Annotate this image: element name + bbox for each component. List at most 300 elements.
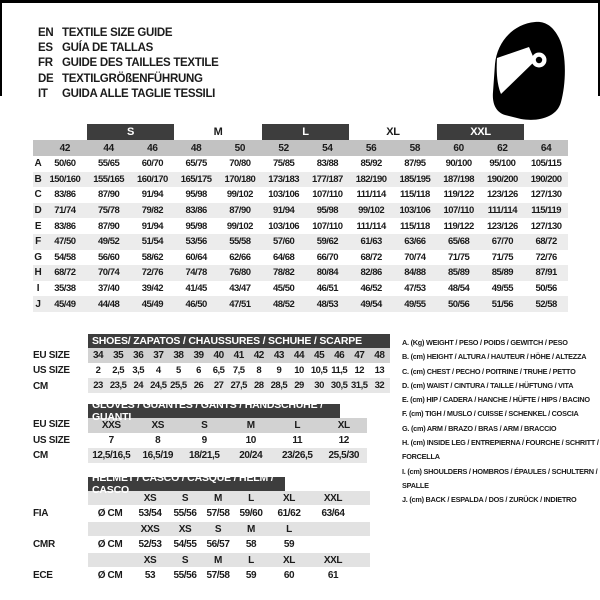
gloves-title: GLOVES / GUANTES / GANTS / HANDSCHUHE / GUANTI — [92, 399, 323, 423]
size-group-row — [33, 124, 568, 140]
size-group-label — [87, 124, 175, 140]
shoes-us-row — [88, 363, 390, 378]
size-table-row — [33, 218, 568, 234]
helmet-size-value: 59 — [245, 570, 257, 581]
measure-letter: E — [34, 220, 42, 232]
size-table-body — [33, 156, 568, 312]
shoes-eu-row — [88, 348, 390, 363]
size-value: 74/78 — [185, 267, 207, 279]
size-value: 44/48 — [97, 298, 120, 310]
helmet-ece-sizes-row — [88, 553, 370, 567]
size-value: 87/95 — [404, 158, 426, 170]
language-code: EN — [38, 26, 54, 39]
shoes-us-value: 4 — [155, 365, 161, 376]
size-value: 49/52 — [97, 236, 120, 248]
gloves-cm-value: 25,5/30 — [328, 450, 360, 461]
size-value: 70/80 — [229, 158, 251, 170]
measure-letter: C — [34, 189, 42, 201]
gloves-title-bar — [88, 399, 340, 423]
size-value: 83/86 — [54, 220, 76, 232]
size-value: 72/76 — [141, 267, 164, 279]
helmet-size-value: 53/54 — [138, 508, 162, 519]
shoes-eu-value: 47 — [354, 350, 365, 361]
size-value: 65/68 — [447, 236, 470, 248]
shoes-cm-value: 29 — [294, 380, 304, 391]
gloves-size-table — [88, 399, 367, 463]
helmet-size-table — [88, 472, 370, 584]
size-value: 53/56 — [185, 236, 207, 248]
size-number: 60 — [453, 142, 464, 154]
ece-standard-label: ECE — [33, 570, 53, 581]
measure-letter: F — [35, 236, 41, 248]
gloves-eu-value: S — [201, 420, 208, 431]
shoes-cm-value: 28 — [254, 380, 264, 391]
helmet-size-value: 55/56 — [173, 508, 197, 519]
gloves-cm-value: 12,5/16,5 — [92, 450, 131, 461]
size-value: 39/42 — [141, 283, 164, 295]
size-value: 68/72 — [360, 251, 382, 263]
shoes-us-value: 12 — [354, 365, 365, 376]
size-value: 47/51 — [229, 298, 251, 310]
shoes-us-value: 9 — [276, 365, 282, 376]
size-value: 60/70 — [141, 158, 164, 170]
helmet-size-value: 57/58 — [206, 570, 230, 581]
size-value: 111/114 — [356, 220, 386, 232]
gloves-cm-label: CM — [33, 450, 48, 461]
size-value: 76/80 — [229, 267, 251, 279]
size-value: 107/110 — [443, 205, 474, 217]
size-group-label — [349, 124, 437, 140]
size-value: 95/98 — [316, 205, 339, 217]
gloves-eu-value: XS — [151, 420, 165, 431]
measure-letter: H — [34, 267, 42, 279]
size-value: 49/54 — [360, 298, 382, 310]
helmet-size-label: XXL — [323, 492, 343, 504]
size-value: 60/64 — [185, 251, 207, 263]
legend-item: B. (cm) HEIGHT / ALTURA / HAUTEUR / HÖHE / ALTEZZA — [402, 352, 587, 362]
shoes-cm-value: 28,5 — [270, 380, 288, 391]
textile-size-table — [33, 124, 568, 312]
size-value: 46/50 — [185, 298, 207, 310]
shoes-cm-row — [88, 378, 390, 393]
size-value: 45/49 — [54, 298, 76, 310]
diameter-cm-label: Ø CM — [97, 570, 123, 581]
measure-letter: A — [34, 158, 42, 170]
helmet-fia-values-row — [88, 505, 370, 522]
shoes-us-value: 6,5 — [212, 365, 225, 376]
measure-letter: D — [34, 205, 42, 217]
size-value: 51/54 — [141, 236, 164, 248]
gloves-us-value: 7 — [108, 435, 114, 446]
size-table-row — [33, 234, 568, 250]
size-value: 49/55 — [491, 283, 514, 295]
size-value: 68/72 — [535, 236, 557, 248]
size-value: 46/51 — [316, 283, 339, 295]
legend-item: F. (cm) TIGH / MUSLO / CUISSE / SCHENKEL / COSCIA — [402, 409, 579, 419]
size-value: 50/60 — [54, 158, 76, 170]
size-value: 103/106 — [399, 205, 431, 217]
size-number: 42 — [59, 142, 71, 154]
shoes-eu-value: 37 — [153, 350, 164, 361]
size-value: 35/38 — [54, 283, 76, 295]
size-value: 78/82 — [272, 267, 295, 279]
shoes-cm-value: 23 — [93, 380, 103, 391]
size-value: 85/89 — [491, 267, 514, 279]
size-value: 45/50 — [272, 283, 295, 295]
size-value: 91/94 — [272, 205, 295, 217]
size-value: 59/62 — [316, 236, 339, 248]
full-face-helmet-icon — [487, 20, 569, 120]
size-group-text: XXL — [470, 126, 491, 138]
helmet-size-label: XXS — [140, 523, 160, 535]
size-value: 95/100 — [489, 158, 516, 170]
measure-letter: I — [36, 283, 40, 295]
gloves-cm-value: 23/26,5 — [281, 450, 313, 461]
language-code: IT — [38, 88, 48, 101]
size-value: 71/75 — [447, 251, 470, 263]
size-value: 72/76 — [535, 251, 557, 263]
size-value: 48/53 — [316, 298, 339, 310]
helmet-size-label: XL — [283, 492, 295, 504]
legend-item: E. (cm) HIP / CADERA / HANCHE / HÜFTE / HIPS / BACINO — [402, 395, 590, 405]
size-value: 170/180 — [224, 173, 256, 185]
gloves-eu-value: M — [246, 420, 255, 431]
shoes-eu-value: 42 — [253, 350, 264, 361]
helmet-size-label: XS — [143, 492, 157, 504]
size-number: 54 — [322, 142, 333, 154]
size-table-row — [33, 187, 568, 203]
size-value: 99/102 — [226, 189, 253, 201]
size-value: 54/58 — [54, 251, 76, 263]
size-value: 177/187 — [311, 173, 343, 185]
guide-title: GUÍA DE TALLAS — [62, 42, 153, 55]
shoes-eu-value: 46 — [334, 350, 345, 361]
size-value: 47/50 — [54, 236, 76, 248]
helmet-size-label: S — [214, 523, 222, 535]
size-value: 55/58 — [229, 236, 251, 248]
size-value: 85/89 — [447, 267, 470, 279]
size-value: 47/53 — [404, 283, 426, 295]
language-title-row — [38, 87, 219, 102]
shoes-cm-value: 24,5 — [150, 380, 167, 391]
size-value: 115/119 — [531, 205, 562, 217]
gloves-cm-value: 20/24 — [239, 450, 263, 461]
size-value: 119/122 — [443, 220, 474, 232]
shoes-eu-value: 39 — [193, 350, 204, 361]
helmet-size-label: M — [214, 554, 222, 566]
size-value: 111/114 — [487, 205, 518, 217]
size-value: 55/65 — [97, 158, 120, 170]
size-value: 107/110 — [312, 189, 343, 201]
helmet-size-value: 55/56 — [173, 570, 197, 581]
helmet-size-label: L — [248, 554, 254, 566]
size-table-row — [33, 281, 568, 297]
helmet-size-value: 58 — [245, 539, 257, 550]
shoes-eu-size-label: EU SIZE — [33, 350, 70, 361]
size-value: 64/68 — [272, 251, 295, 263]
shoes-us-value: 2,5 — [112, 365, 124, 376]
size-value: 91/94 — [141, 189, 164, 201]
size-value: 165/175 — [180, 173, 212, 185]
size-value: 83/86 — [54, 189, 76, 201]
measure-letter: J — [35, 298, 41, 310]
helmet-size-label: S — [181, 554, 189, 566]
shoes-us-value: 13 — [374, 365, 385, 376]
size-value: 99/102 — [226, 220, 253, 232]
size-number: 56 — [365, 142, 377, 154]
measure-letter: G — [34, 251, 42, 263]
gloves-us-value: 9 — [201, 435, 207, 446]
size-value: 51/56 — [491, 298, 514, 310]
size-value: 123/126 — [486, 189, 518, 201]
diameter-cm-label: Ø CM — [97, 539, 123, 550]
shoes-us-value: 3,5 — [132, 365, 145, 376]
helmet-size-value: 61 — [327, 570, 339, 581]
helmet-cmr-sizes-row — [88, 522, 370, 536]
legend-item: I. (cm) SHOULDERS / HOMBROS / ÉPAULES / SCHULTERN / SPALLE — [402, 466, 598, 490]
size-value: 70/74 — [404, 251, 426, 263]
size-value: 111/114 — [356, 189, 386, 201]
size-value: 127/130 — [530, 220, 562, 232]
size-value: 123/126 — [486, 220, 518, 232]
size-value: 103/106 — [268, 220, 300, 232]
helmet-ece-values-row — [88, 567, 370, 584]
size-number: 58 — [409, 142, 421, 154]
size-value: 90/100 — [445, 158, 472, 170]
shoes-us-value: 8 — [256, 365, 262, 376]
helmet-size-value: 61/62 — [277, 508, 301, 519]
top-border-line — [0, 0, 600, 3]
shoes-title: SHOES/ ZAPATOS / CHAUSSURES / SCHUHE / SCARPE — [92, 335, 362, 347]
shoes-us-value: 2 — [95, 365, 101, 376]
shoes-cm-value: 25,5 — [170, 380, 187, 391]
size-value: 37/40 — [97, 283, 120, 295]
size-group-text: S — [126, 126, 135, 138]
shoes-eu-value: 40 — [213, 350, 224, 361]
helmet-size-value: 54/55 — [173, 539, 197, 550]
size-value: 99/102 — [358, 205, 385, 217]
helmet-size-value: 57/58 — [206, 508, 230, 519]
size-group-text: M — [213, 126, 223, 138]
size-value: 50/56 — [535, 283, 557, 295]
helmet-size-label: XS — [143, 554, 157, 566]
gloves-eu-value: L — [294, 420, 301, 431]
shoes-cm-value: 30,5 — [330, 380, 348, 391]
size-value: 41/45 — [185, 283, 207, 295]
size-value: 190/200 — [486, 173, 518, 185]
size-number: 52 — [278, 142, 289, 154]
language-code: FR — [38, 57, 53, 70]
gloves-us-value: 8 — [155, 435, 161, 446]
size-value: 71/75 — [491, 251, 514, 263]
gloves-us-row — [88, 433, 367, 448]
size-value: 187/198 — [443, 173, 475, 185]
shoes-eu-value: 35 — [113, 350, 124, 361]
helmet-size-value: 59/60 — [239, 508, 263, 519]
size-number: 48 — [190, 142, 202, 154]
shoes-cm-value: 31,5 — [351, 380, 368, 391]
helmet-size-value: 56/57 — [206, 539, 230, 550]
gloves-us-value: 10 — [245, 435, 256, 446]
gloves-eu-value: XL — [337, 420, 350, 431]
size-number-row — [33, 140, 568, 156]
size-number: 46 — [147, 142, 158, 154]
size-value: 127/130 — [530, 189, 562, 201]
helmet-size-value: 63/64 — [321, 508, 345, 519]
size-table-row — [33, 250, 568, 266]
size-value: 115/118 — [399, 189, 430, 201]
helmet-size-label: M — [247, 523, 255, 535]
shoes-cm-label: CM — [33, 381, 48, 392]
size-value: 46/52 — [360, 283, 382, 295]
size-table-row — [33, 296, 568, 312]
shoes-cm-value: 30 — [314, 380, 324, 391]
helmet-size-label: M — [214, 492, 222, 504]
size-value: 58/62 — [141, 251, 164, 263]
size-number: 62 — [497, 142, 508, 154]
size-value: 190/200 — [530, 173, 562, 185]
size-group-label — [174, 124, 262, 140]
helmet-size-label: S — [181, 492, 189, 504]
size-value: 87/90 — [97, 189, 120, 201]
shoes-eu-value: 34 — [92, 350, 104, 361]
language-code: DE — [38, 72, 54, 85]
gloves-eu-row — [88, 418, 367, 433]
size-number: 64 — [540, 142, 552, 154]
size-value: 85/92 — [360, 158, 382, 170]
shoes-us-value: 5 — [176, 365, 181, 376]
legend-item: C. (cm) CHEST / PECHO / POITRINE / TRUHE / PETTO — [402, 366, 576, 376]
helmet-title-bar — [88, 472, 285, 496]
measure-letter: B — [34, 173, 42, 185]
gloves-cm-value: 16,5/19 — [142, 450, 174, 461]
size-table-row — [33, 265, 568, 281]
size-value: 80/84 — [316, 267, 339, 279]
size-group-spacer — [33, 124, 87, 140]
helmet-size-value: 52/53 — [138, 539, 162, 550]
fia-standard-label: FIA — [33, 508, 49, 519]
shoes-eu-value: 41 — [233, 350, 244, 361]
size-value: 91/94 — [141, 220, 164, 232]
size-value: 84/88 — [404, 267, 426, 279]
size-value: 185/195 — [399, 173, 431, 185]
measurement-legend — [402, 336, 600, 508]
cmr-standard-label: CMR — [33, 539, 55, 550]
guide-title: GUIDE DES TAILLES TEXTILE — [62, 57, 219, 70]
legend-item: J. (cm) BACK / ESPALDA / DOS / ZURÜCK / INDIETRO — [402, 495, 577, 505]
size-value: 57/60 — [272, 236, 295, 248]
helmet-size-value: 60 — [283, 570, 295, 581]
shoes-title-bar — [88, 334, 390, 348]
size-group-text: L — [302, 126, 309, 138]
legend-item: A. (Kg) WEIGHT / PESO / POIDS / GEWITCH / PESO — [402, 338, 568, 347]
size-value: 48/54 — [447, 283, 470, 295]
shoes-cm-value: 32 — [374, 380, 385, 391]
helmet-size-value: 59 — [283, 539, 295, 550]
size-value: 95/98 — [185, 220, 207, 232]
language-code: ES — [38, 42, 53, 55]
size-value: 61/63 — [360, 236, 382, 248]
size-value: 103/106 — [268, 189, 300, 201]
size-value: 119/122 — [443, 189, 474, 201]
size-group-label — [262, 124, 350, 140]
size-value: 63/66 — [404, 236, 426, 248]
shoes-eu-value: 44 — [293, 350, 305, 361]
size-value: 75/85 — [272, 158, 295, 170]
size-value: 87/90 — [229, 205, 251, 217]
size-value: 160/170 — [136, 173, 168, 185]
size-value: 65/75 — [185, 158, 207, 170]
helmet-title: HELMET / CASCO / CASQUE / HELM / CASCO — [92, 472, 274, 496]
shoes-us-value: 10,5 — [310, 365, 328, 376]
size-value: 62/66 — [229, 251, 251, 263]
language-title-list — [38, 25, 219, 102]
size-value: 107/110 — [312, 220, 343, 232]
shoes-us-value: 11,5 — [331, 365, 348, 376]
size-value: 95/98 — [185, 189, 207, 201]
size-value: 43/47 — [229, 283, 251, 295]
gloves-cm-row — [88, 448, 367, 463]
helmet-cmr-values-row — [88, 536, 370, 553]
language-title-row — [38, 71, 219, 86]
size-value: 49/55 — [404, 298, 426, 310]
size-table-row — [33, 172, 568, 188]
size-group-text: XL — [386, 126, 400, 138]
size-value: 70/74 — [97, 267, 120, 279]
language-title-row — [38, 40, 219, 55]
size-value: 56/60 — [97, 251, 120, 263]
size-number: 50 — [234, 142, 246, 154]
shoes-cm-value: 27,5 — [230, 380, 247, 391]
size-value: 52/58 — [535, 298, 557, 310]
size-value: 50/56 — [447, 298, 470, 310]
shoes-cm-value: 27 — [213, 380, 224, 391]
gloves-us-value: 12 — [338, 435, 349, 446]
language-title-row — [38, 56, 219, 71]
helmet-size-label: XL — [283, 554, 295, 566]
size-table-row — [33, 156, 568, 172]
size-value: 173/183 — [268, 173, 300, 185]
size-table-row — [33, 203, 568, 219]
helmet-size-label: XXL — [323, 554, 343, 566]
shoes-eu-value: 38 — [173, 350, 184, 361]
shoes-eu-value: 36 — [133, 350, 144, 361]
left-border-line — [0, 0, 2, 96]
size-group-label — [437, 124, 525, 140]
helmet-size-label: L — [286, 523, 292, 535]
guide-title: TEXTILE SIZE GUIDE — [62, 26, 173, 39]
guide-title: TEXTILGRÖßENFÜHRUNG — [62, 72, 203, 85]
shoes-cm-value: 24 — [133, 380, 144, 391]
size-value: 150/160 — [49, 173, 81, 185]
shoes-size-table — [88, 334, 390, 393]
shoes-eu-value: 45 — [314, 350, 325, 361]
size-number: 44 — [103, 142, 114, 154]
size-value: 67/70 — [491, 236, 514, 248]
shoes-us-size-label: US SIZE — [33, 365, 70, 376]
size-value: 45/49 — [141, 298, 164, 310]
size-value: 87/90 — [97, 220, 120, 232]
size-value: 66/70 — [316, 251, 339, 263]
shoes-cm-value: 23,5 — [109, 380, 127, 391]
gloves-eu-size-label: EU SIZE — [33, 419, 70, 430]
gloves-us-value: 11 — [292, 435, 303, 446]
size-value: 87/91 — [535, 267, 557, 279]
shoes-eu-value: 43 — [273, 350, 284, 361]
shoes-eu-value: 48 — [374, 350, 385, 361]
size-value: 105/115 — [530, 158, 562, 170]
language-title-row — [38, 25, 219, 40]
